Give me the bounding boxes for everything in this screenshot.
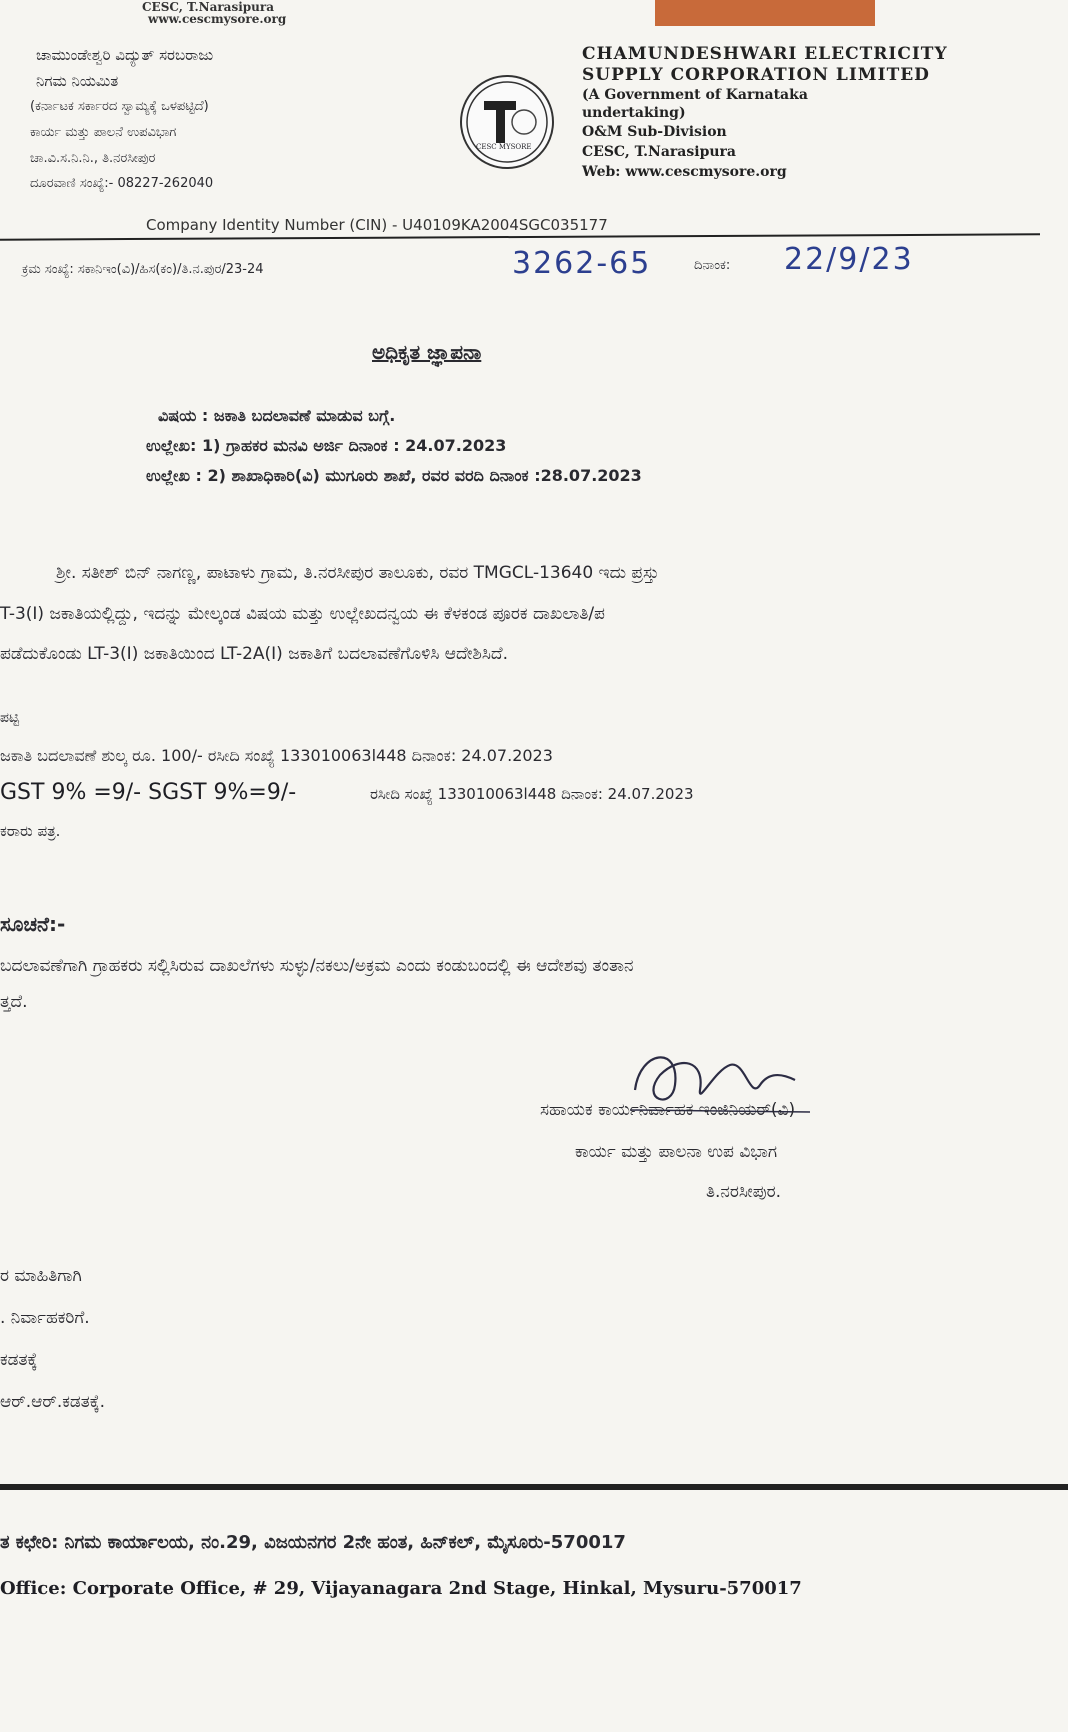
- copy-1: ರ ಮಾಹಿತಿಗಾಗಿ: [0, 1266, 82, 1286]
- cesc-logo: [460, 75, 554, 169]
- note-heading: ಸೂಚನೆ:-: [0, 912, 66, 936]
- signatory-place: ತಿ.ನರಸೀಪುರ.: [706, 1182, 782, 1202]
- en-header-1: CHAMUNDESHWARI ELECTRICITY: [582, 44, 948, 64]
- copy-4: ಆರ್.ಆರ್.ಕಡತಕ್ಕೆ.: [0, 1392, 106, 1412]
- copy-2: . ನಿರ್ವಾಹಕರಿಗೆ.: [0, 1308, 90, 1328]
- reference-2: ಉಲ್ಲೇಖ : 2) ಶಾಖಾಧಿಕಾರಿ(ವಿ) ಮುಗೂರು ಶಾಖೆ, ರವರ ವರದಿ ದಿನಾಂಕ :28.07.2023: [146, 466, 642, 485]
- kn-header-2: ನಿಗಮ ನಿಯಮಿತ: [36, 72, 119, 90]
- top-line-1: CESC, T.Narasipura: [142, 0, 274, 14]
- ref-date: 22/9/23: [784, 242, 914, 277]
- en-header-5: O&M Sub-Division: [582, 124, 727, 140]
- kn-header-5: ಚಾ.ವಿ.ಸ.ನಿ.ನಿ., ತಿ.ನರಸೀಪುರ: [30, 151, 156, 166]
- en-header-3: (A Government of Karnataka: [582, 87, 808, 103]
- kn-header-1: ಚಾಮುಂಡೇಶ್ವರಿ ವಿದ್ಯುತ್ ಸರಬರಾಜು: [36, 46, 214, 64]
- reference-1: ಉಲ್ಲೇಖ: 1) ಗ್ರಾಹಕರ ಮನವಿ ಅರ್ಜಿ ದಿನಾಂಕ : 24.07.2023: [146, 436, 507, 455]
- kn-header-6: ದೂರವಾಣಿ ಸಂಖ್ಯೆ:- 08227-262040: [30, 176, 214, 191]
- cesc-logo-icon: [462, 77, 552, 167]
- kn-header-3: (ಕರ್ನಾಟಕ ಸರ್ಕಾರದ ಸ್ವಾಮ್ಯಕ್ಕೆ ಒಳಪಟ್ಟಿದೆ): [30, 99, 209, 114]
- en-header-6: CESC, T.Narasipura: [582, 144, 736, 160]
- en-header-2: SUPPLY CORPORATION LIMITED: [582, 65, 930, 85]
- copy-3: ಕಡತಕ್ಕೆ: [0, 1350, 38, 1370]
- enclosure-head: ಪಟ್ಟಿ: [0, 710, 20, 726]
- logo-caption: CESC MYSORE: [476, 143, 532, 151]
- footer-divider: [0, 1484, 1068, 1490]
- memo-title: ಅಧಿಕೃತ ಜ್ಞಾಪನಾ: [372, 340, 482, 364]
- subject-line: ವಿಷಯ : ಜಕಾತಿ ಬದಲಾವಣೆ ಮಾಡುವ ಬಗ್ಗೆ.: [158, 406, 396, 425]
- signatory-designation: ಸಹಾಯಕ ಕಾರ್ಯನಿರ್ವಾಹಕ ಇಂಜಿನಿಯರ್(ವಿ): [540, 1100, 796, 1120]
- top-photo-strip: [655, 0, 875, 26]
- footer-kannada: ತ ಕಛೇರಿ: ನಿಗಮ ಕಾರ್ಯಾಲಯ, ನಂ.29, ವಿಜಯನಗರ 2ನೇ ಹಂತ, ಹಿನ್‌ಕಲ್, ಮೈಸೂರು-570017: [0, 1532, 626, 1553]
- footer-english: Office: Corporate Office, # 29, Vijayanagara 2nd Stage, Hinkal, Mysuru-570017: [0, 1578, 802, 1599]
- note-line-1: ಬದಲಾವಣೆಗಾಗಿ ಗ್ರಾಹಕರು ಸಲ್ಲಿಸಿರುವ ದಾಖಲೆಗಳು ಸುಳ್ಳು/ನಕಲು/ಅಕ್ರಮ ಎಂದು ಕಂಡುಬಂದಲ್ಲಿ ಈ ಆದೇಶವು ತಂತಾನ: [0, 956, 634, 976]
- header-divider: [0, 233, 1040, 240]
- body-line-2: T-3(I) ಜಕಾತಿಯಲ್ಲಿದ್ದು, ಇದನ್ನು ಮೇಲ್ಕಂಡ ವಿಷಯ ಮತ್ತು ಉಲ್ಲೇಖದನ್ವಯ ಈ ಕೆಳಕಂಡ ಪೂರಕ ದಾಖಲಾತಿ/ಪ: [0, 604, 605, 624]
- enclosure-3: ಕರಾರು ಪತ್ರ.: [0, 822, 61, 840]
- ref-date-label: ದಿನಾಂಕ:: [694, 258, 731, 273]
- kn-header-4: ಕಾರ್ಯ ಮತ್ತು ಪಾಲನೆ ಉಪವಿಭಾಗ: [30, 125, 177, 140]
- signatory-office: ಕಾರ್ಯ ಮತ್ತು ಪಾಲನಾ ಉಪ ವಿಭಾಗ: [575, 1142, 778, 1162]
- en-header-4: undertaking): [582, 105, 686, 121]
- top-line-2: www.cescmysore.org: [148, 12, 287, 26]
- enclosure-1: ಜಕಾತಿ ಬದಲಾವಣೆ ಶುಲ್ಕ ರೂ. 100/- ರಸೀದಿ ಸಂಖ್ಯೆ 133010063l448 ದಿನಾಂಕ: 24.07.2023: [0, 746, 553, 765]
- cin-number: Company Identity Number (CIN) - U40109KA2004SGC035177: [146, 216, 608, 234]
- enclosure-2-tax: GST 9% =9/- SGST 9%=9/-: [0, 780, 297, 805]
- body-line-1: ಶ್ರೀ. ಸತೀಶ್ ಬಿನ್ ನಾಗಣ್ಣ, ಪಾಟಾಳು ಗ್ರಾಮ, ತಿ.ನರಸೀಪುರ ತಾಲೂಕು, ರವರ TMGCL-13640 ಇದು ಪ್ರಸ್ತು: [56, 563, 659, 583]
- body-line-3: ಪಡೆದುಕೊಂಡು LT-3(I) ಜಕಾತಿಯಿಂದ LT-2A(I) ಜಕಾತಿಗೆ ಬದಲಾವಣೆಗೊಳಿಸಿ ಆದೇಶಿಸಿದೆ.: [0, 644, 508, 664]
- ref-label: ಕ್ರಮ ಸಂಖ್ಯೆ: ಸಕಾನಿಇಂ(ವಿ)/ಹಿಸ(ಕಂ)/ತಿ.ನ.ಪುರ/23-24: [22, 262, 264, 277]
- en-header-7: Web: www.cescmysore.org: [582, 164, 787, 180]
- ref-number: 3262-65: [512, 246, 652, 281]
- enclosure-2-receipt: ರಸೀದಿ ಸಂಖ್ಯೆ 133010063l448 ದಿನಾಂಕ: 24.07.2023: [370, 785, 694, 803]
- note-line-2: ತ್ತದೆ.: [0, 992, 28, 1012]
